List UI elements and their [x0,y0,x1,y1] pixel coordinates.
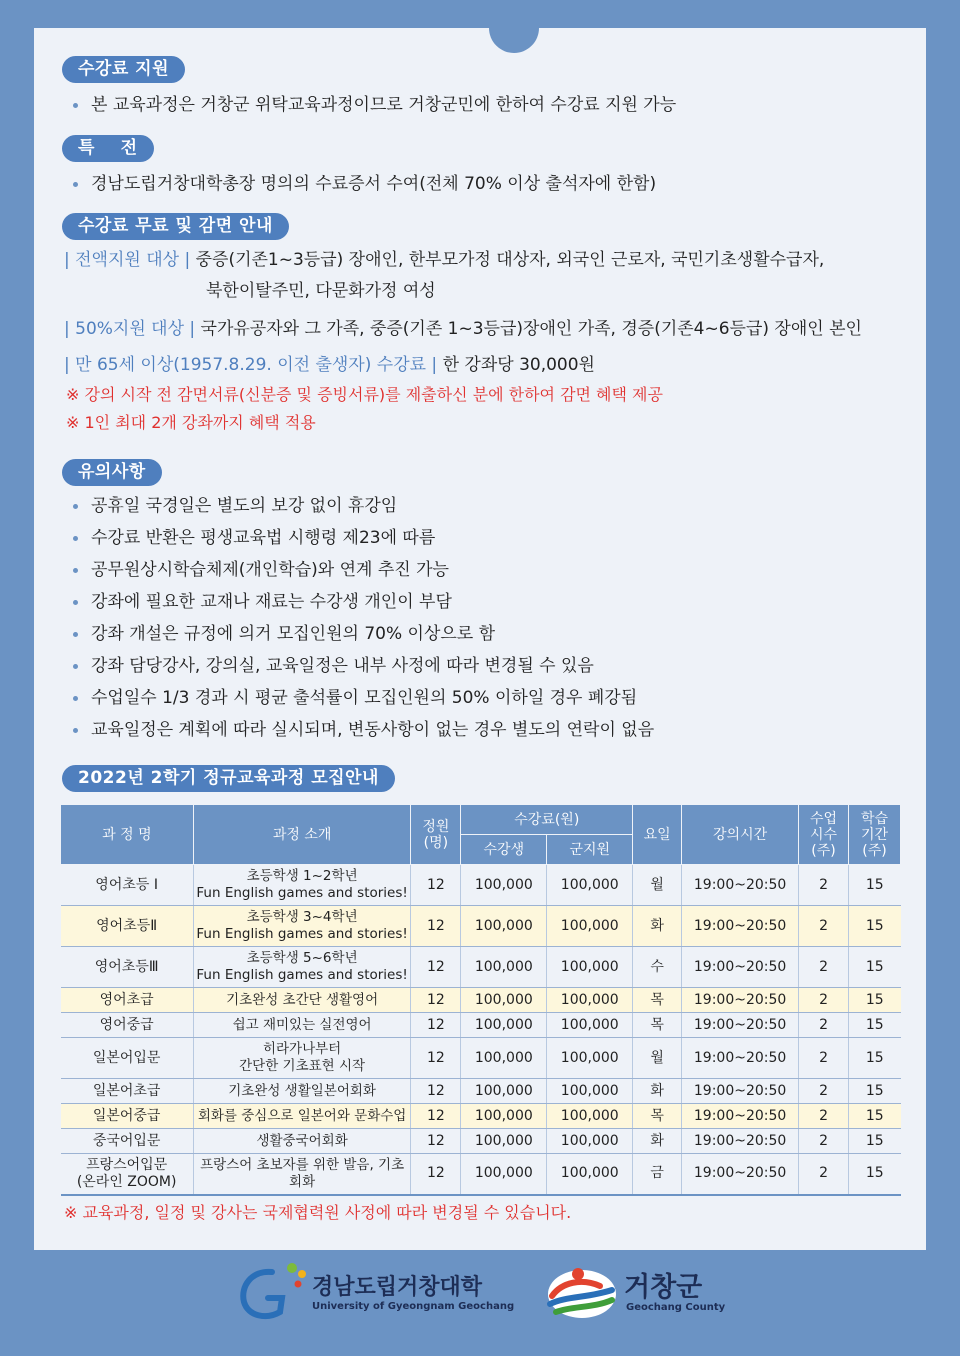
header-fee: 수강료(원) [461,805,633,835]
fee-support-title: 수강료 지원 [62,56,185,83]
poster-paper [34,28,926,1250]
cell-time: 19:00~20:50 [682,1079,799,1104]
table-row [61,1038,901,1079]
cell-hours: 2 [799,906,849,947]
cell-time: 19:00~20:50 [682,1129,799,1154]
cell-day: 수 [633,947,682,988]
header-time: 강의시간 [682,805,799,865]
cell-weeks: 15 [849,1079,901,1104]
cell-fee-student: 100,000 [461,906,547,947]
table-row [61,988,901,1013]
cell-fee-student: 100,000 [461,865,547,906]
schedule-table [60,804,901,1196]
cell-course-intro: 히라가나부터 간단한 기초표현 시작 [193,1038,411,1079]
top-notch [489,28,539,53]
senior-label: | 만 65세 이상(1957.8.29. 이전 출생자) 수강료 | [64,355,438,375]
cell-weeks: 15 [849,865,901,906]
cell-time: 19:00~20:50 [682,1154,799,1195]
table-row [61,865,901,906]
full-support-line [64,245,926,276]
college-logo-sub: University of Gyeongnam Geochang [312,1301,515,1312]
county-logo-icon [548,1268,616,1318]
fee-support-section [34,56,926,121]
cell-day: 목 [633,1013,682,1038]
table-row [61,1013,901,1038]
cell-course-name: 일본어초급 [61,1079,194,1104]
cell-day: 목 [633,1104,682,1129]
cell-time: 19:00~20:50 [682,1104,799,1129]
cell-fee-county: 100,000 [547,1104,633,1129]
cell-course-name: 프랑스어입문 (온라인 ZOOM) [61,1154,194,1195]
list-item: 수업일수 1/3 경과 시 평균 출석률이 모집인원의 50% 이하일 경우 폐강됨 [34,682,926,714]
list-item: 수강료 반환은 평생교육법 시행령 제23에 따름 [34,522,926,554]
cell-hours: 2 [799,1038,849,1079]
cell-weeks: 15 [849,1038,901,1079]
cell-course-name: 영어초등Ⅲ [61,947,194,988]
cell-day: 월 [633,865,682,906]
fee-free-title: 수강료 무료 및 감면 안내 [62,213,289,240]
list-item: 강좌 담당강사, 강의실, 교육일정은 내부 사정에 따라 변경될 수 있음 [34,650,926,682]
cell-hours: 2 [799,1104,849,1129]
cell-weeks: 15 [849,988,901,1013]
cell-course-name: 영어초급 [61,988,194,1013]
cell-course-intro: 프랑스어 초보자를 위한 발음, 기초회화 [193,1154,411,1195]
cell-weeks: 15 [849,947,901,988]
cell-hours: 2 [799,1154,849,1195]
half-support-line [64,314,926,345]
cell-course-intro: 회화를 중심으로 일본어와 문화수업 [193,1104,411,1129]
cell-fee-student: 100,000 [461,1038,547,1079]
cell-capacity: 12 [411,1129,461,1154]
benefit-section [34,135,926,200]
footer-logos [0,1256,960,1336]
cell-course-intro: 생활중국어회화 [193,1129,411,1154]
header-fee-student: 수강생 [461,835,547,865]
cell-capacity: 12 [411,1079,461,1104]
cell-capacity: 12 [411,1038,461,1079]
table-row [61,1154,901,1195]
fee-note-1: ※ 강의 시작 전 감면서류(신분증 및 증빙서류)를 제출하신 분에 한하여 감면 혜택 제공 [66,385,663,404]
full-support-text-2: 북한이탈주민, 다문화가정 여성 [206,281,436,301]
cell-time: 19:00~20:50 [682,947,799,988]
cell-course-intro: 기초완성 생활일본어회화 [193,1079,411,1104]
header-fee-county: 군지원 [547,835,633,865]
cell-course-intro: 초등학생 5~6학년 Fun English games and stories! [193,947,411,988]
college-logo-icon [243,1263,306,1316]
fee-note-2: ※ 1인 최대 2개 강좌까지 혜택 적용 [66,413,316,432]
senior-text: 한 강좌당 30,000원 [437,355,595,375]
cell-time: 19:00~20:50 [682,988,799,1013]
list-item: 본 교육과정은 거창군 위탁교육과정이므로 거창군민에 한하여 수강료 지원 가능 [34,89,926,121]
logo-graphics [0,1256,960,1336]
cell-capacity: 12 [411,906,461,947]
cell-course-name: 영어초등 I [61,865,194,906]
cell-capacity: 12 [411,1013,461,1038]
cell-weeks: 15 [849,1104,901,1129]
cell-course-name: 영어중급 [61,1013,194,1038]
cell-day: 목 [633,988,682,1013]
cell-weeks: 15 [849,1129,901,1154]
cell-day: 화 [633,1079,682,1104]
cell-fee-county: 100,000 [547,1154,633,1195]
senior-line [64,350,926,381]
table-row [61,1079,901,1104]
cell-hours: 2 [799,1129,849,1154]
cell-time: 19:00~20:50 [682,865,799,906]
cell-capacity: 12 [411,988,461,1013]
county-logo-name: 거창군 [624,1272,703,1303]
cell-weeks: 15 [849,1154,901,1195]
cell-fee-student: 100,000 [461,1154,547,1195]
list-item: 교육일정은 계획에 따라 실시되며, 변동사항이 없는 경우 별도의 연락이 없음 [34,714,926,746]
schedule-title: 2022년 2학기 정규교육과정 모집안내 [62,765,395,792]
schedule-footnote: ※ 교육과정, 일정 및 강사는 국제협력원 사정에 따라 변경될 수 있습니다. [64,1203,572,1222]
cell-course-intro: 기초완성 초간단 생활영어 [193,988,411,1013]
list-item: 공휴일 국경일은 별도의 보강 없이 휴강임 [34,490,926,522]
half-support-text: 국가유공자와 그 가족, 중증(기존 1~3등급)장애인 가족, 경증(기존4~6등급) 장애인 본인 [195,319,862,339]
header-day: 요일 [633,805,682,865]
list-item: 강좌에 필요한 교재나 재료는 수강생 개인이 부담 [34,586,926,618]
table-row [61,906,901,947]
table-row [61,947,901,988]
schedule-body [61,865,901,1195]
caution-title: 유의사항 [62,459,162,486]
fee-free-section [34,213,926,437]
cell-day: 화 [633,906,682,947]
cell-weeks: 15 [849,906,901,947]
benefit-list [34,168,926,200]
cell-course-intro: 초등학생 3~4학년 Fun English games and stories! [193,906,411,947]
half-support-label: | 50%지원 대상 | [64,319,196,339]
header-hours: 수업 시수 (주) [799,805,849,865]
table-row [61,1129,901,1154]
cell-fee-student: 100,000 [461,1129,547,1154]
cell-fee-student: 100,000 [461,947,547,988]
cell-fee-county: 100,000 [547,947,633,988]
cell-fee-county: 100,000 [547,1038,633,1079]
cell-fee-county: 100,000 [547,1079,633,1104]
cell-time: 19:00~20:50 [682,1013,799,1038]
cell-course-name: 영어초등Ⅱ [61,906,194,947]
cell-hours: 2 [799,988,849,1013]
caution-section [34,459,926,746]
cell-fee-county: 100,000 [547,906,633,947]
header-capacity: 정원 (명) [411,805,461,865]
full-support-label: | 전액지원 대상 | [64,250,191,270]
cell-course-name: 일본어입문 [61,1038,194,1079]
cell-course-name: 일본어중급 [61,1104,194,1129]
cell-day: 월 [633,1038,682,1079]
cell-hours: 2 [799,947,849,988]
header-period: 학습 기간 (주) [849,805,901,865]
cell-course-intro: 쉽고 재미있는 실전영어 [193,1013,411,1038]
cell-fee-county: 100,000 [547,988,633,1013]
cell-capacity: 12 [411,947,461,988]
header-course: 과 정 명 [61,805,194,865]
cell-capacity: 12 [411,1104,461,1129]
list-item: 강좌 개설은 규정에 의거 모집인원의 70% 이상으로 함 [34,618,926,650]
list-item: 경남도립거창대학총장 명의의 수료증서 수여(전체 70% 이상 출석자에 한함) [34,168,926,200]
cell-fee-student: 100,000 [461,988,547,1013]
cell-fee-county: 100,000 [547,1013,633,1038]
cell-time: 19:00~20:50 [682,1038,799,1079]
table-row [61,1104,901,1129]
cell-day: 화 [633,1129,682,1154]
cell-hours: 2 [799,1013,849,1038]
cell-fee-student: 100,000 [461,1079,547,1104]
cell-hours: 2 [799,1079,849,1104]
cell-time: 19:00~20:50 [682,906,799,947]
cell-capacity: 12 [411,1154,461,1195]
cell-weeks: 15 [849,1013,901,1038]
county-logo-sub: Geochang County [626,1302,726,1313]
full-support-text-1: 중증(기존1~3등급) 장애인, 한부모가정 대상자, 외국인 근로자, 국민기초생활수급자, [190,250,825,270]
cell-fee-student: 100,000 [461,1013,547,1038]
cell-course-name: 중국어입문 [61,1129,194,1154]
cell-fee-student: 100,000 [461,1104,547,1129]
benefit-title: 특 전 [62,135,154,162]
header-intro: 과정 소개 [193,805,411,865]
cell-capacity: 12 [411,865,461,906]
cell-fee-county: 100,000 [547,865,633,906]
cell-course-intro: 초등학생 1~2학년 Fun English games and stories! [193,865,411,906]
schedule-section [34,765,926,792]
list-item: 공무원상시학습체제(개인학습)와 연계 추진 가능 [34,554,926,586]
cell-day: 금 [633,1154,682,1195]
fee-support-list [34,89,926,121]
cell-hours: 2 [799,865,849,906]
cell-fee-county: 100,000 [547,1129,633,1154]
caution-list [34,490,926,746]
college-logo-name: 경남도립거창대학 [312,1275,483,1300]
